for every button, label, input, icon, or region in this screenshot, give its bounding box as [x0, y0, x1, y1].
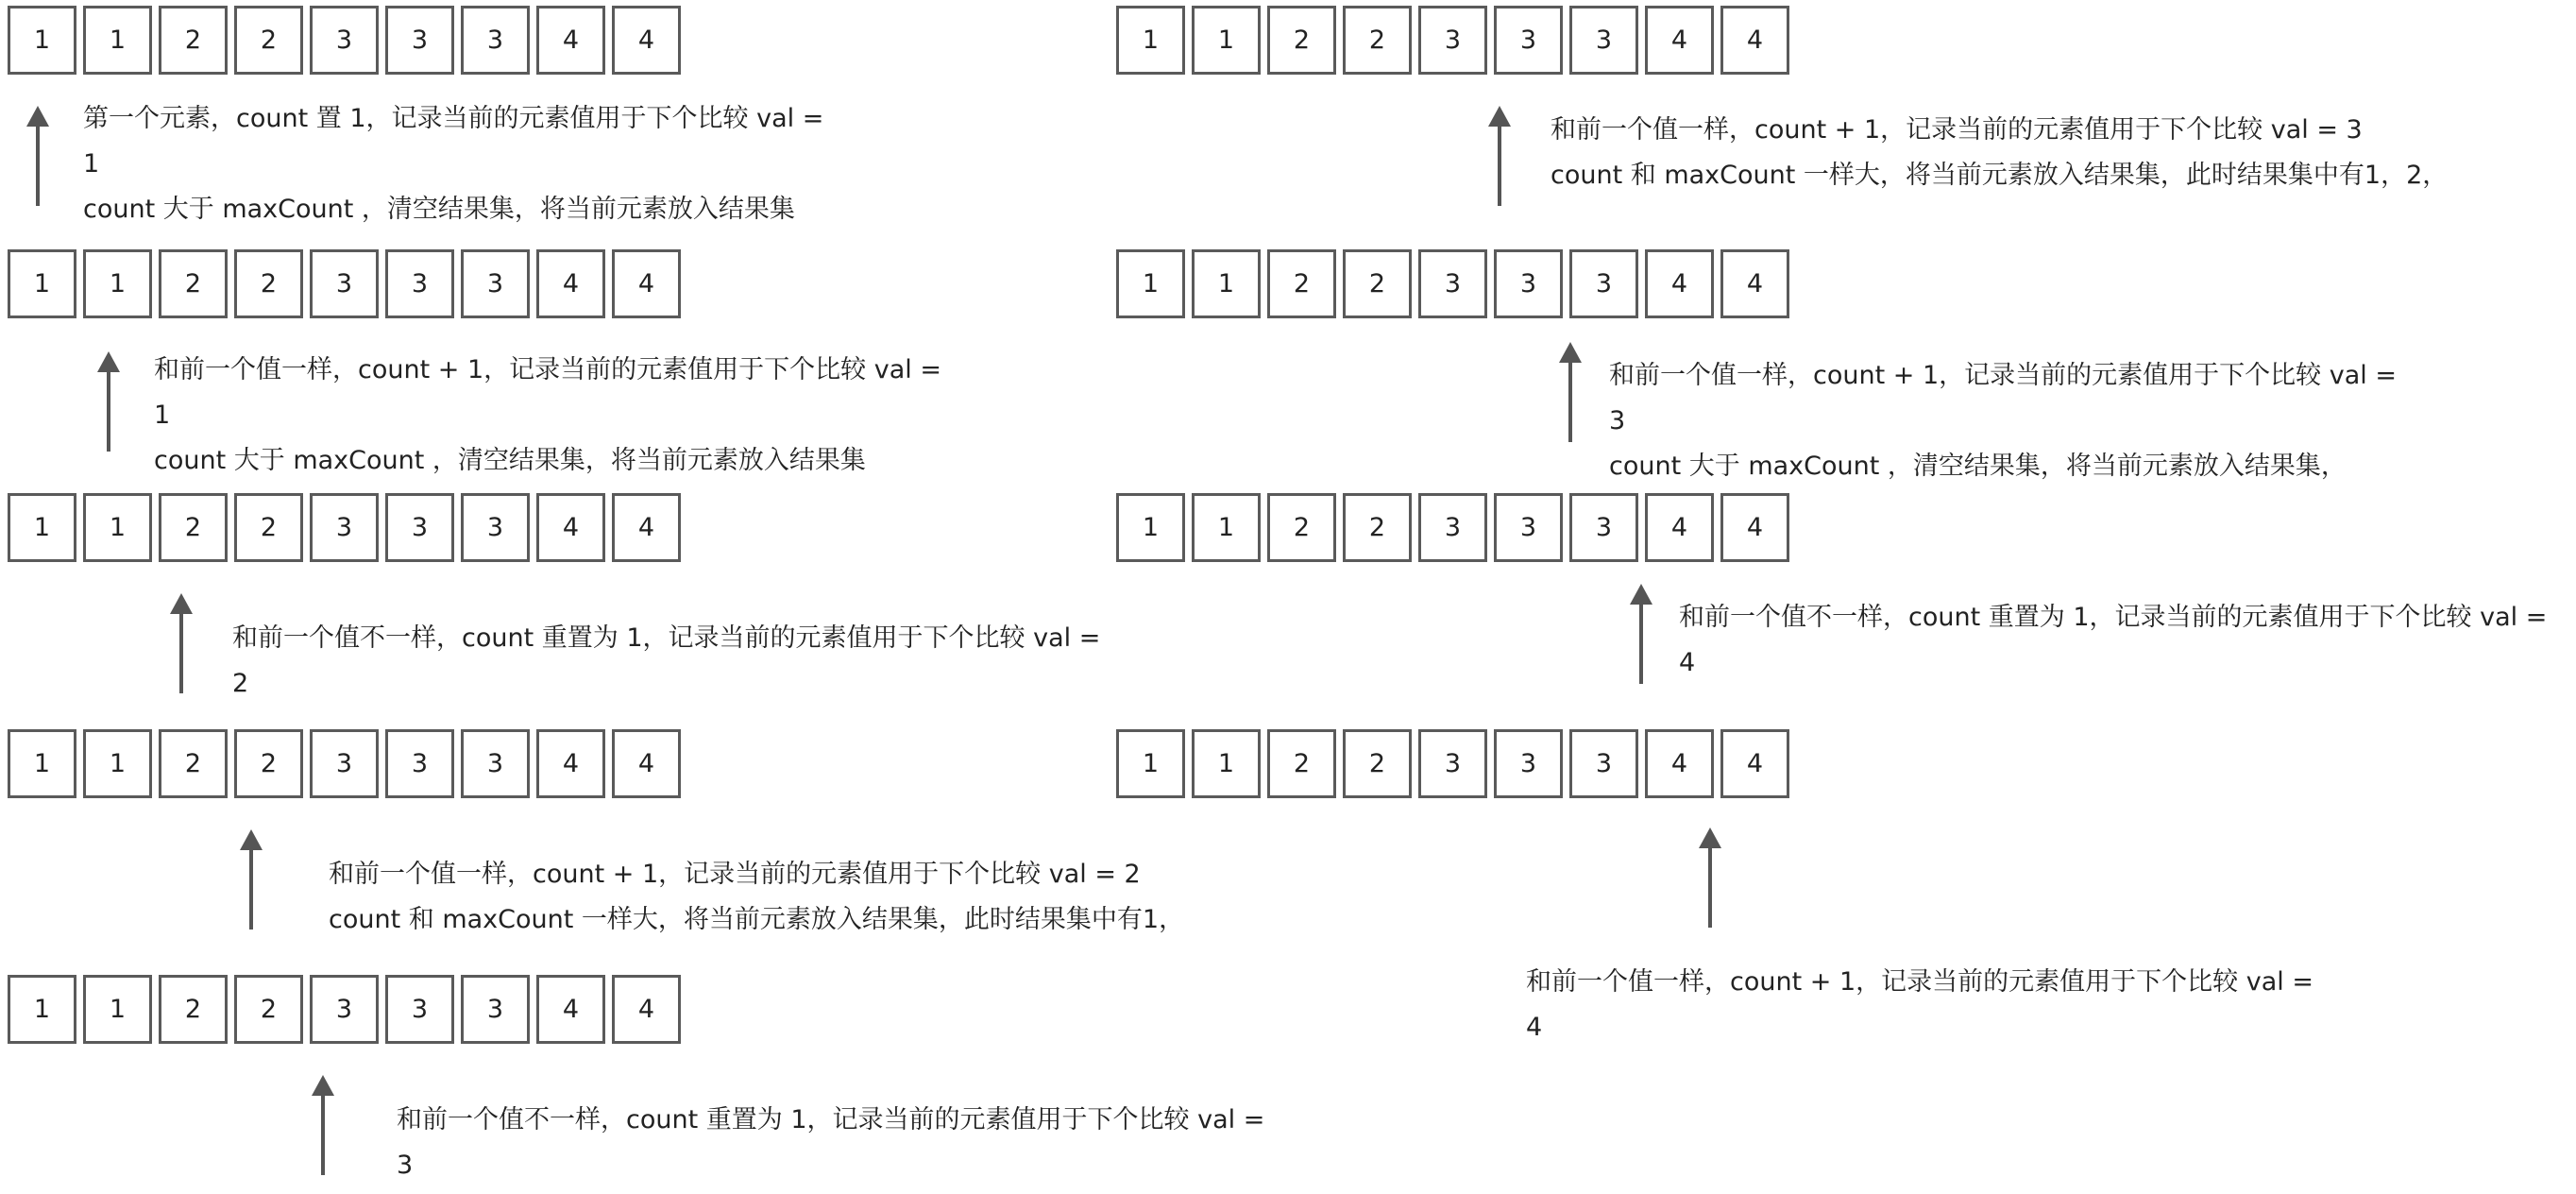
- array-cell: 3: [1494, 6, 1563, 75]
- array-cell: 2: [1343, 493, 1412, 562]
- array-cell: 1: [83, 6, 152, 75]
- step-note-2: [154, 348, 941, 484]
- array-cell: 1: [1116, 6, 1185, 75]
- array-row-right-4: [1116, 729, 1796, 795]
- array-cell: 2: [1267, 6, 1336, 75]
- array-row-right-1: [1116, 6, 1796, 72]
- array-cell: 1: [83, 493, 152, 562]
- array-row-right-3: [1116, 493, 1796, 559]
- array-cell: 1: [83, 975, 152, 1044]
- array-cell: 3: [1418, 729, 1487, 798]
- note-line: 第一个元素，count 置 1，记录当前的元素值用于下个比较 val =: [83, 104, 824, 133]
- array-cell: 3: [310, 493, 379, 562]
- array-row-left-3: [8, 493, 687, 559]
- up-arrow-icon: [240, 829, 263, 930]
- note-line: 4: [1526, 1013, 1543, 1042]
- array-cell: 2: [1343, 249, 1412, 318]
- array-cell: 2: [159, 6, 228, 75]
- up-arrow-icon: [1559, 342, 1582, 442]
- array-cell: 1: [1116, 729, 1185, 798]
- step-note-1: [83, 96, 823, 232]
- note-line: 4: [1679, 648, 1696, 677]
- note-line: 和前一个值一样，count + 1，记录当前的元素值用于下个比较 val =: [1609, 361, 2397, 390]
- step-note-6: [1551, 108, 2448, 198]
- up-arrow-icon: [170, 593, 193, 693]
- array-cell: 3: [385, 975, 454, 1044]
- note-line: 和前一个值一样，count + 1，记录当前的元素值用于下个比较 val =: [1526, 967, 2313, 997]
- array-cell: 2: [234, 975, 303, 1044]
- array-cell: 3: [461, 493, 530, 562]
- array-cell: 2: [159, 493, 228, 562]
- note-line: 1: [154, 401, 171, 430]
- array-cell: 4: [1720, 493, 1789, 562]
- array-cell: 3: [461, 249, 530, 318]
- note-line: 3: [1609, 406, 1626, 435]
- array-cell: 3: [385, 6, 454, 75]
- array-cell: 2: [159, 249, 228, 318]
- array-cell: 1: [8, 729, 76, 798]
- array-cell: 3: [310, 729, 379, 798]
- step-note-3: [232, 616, 1100, 707]
- array-cell: 1: [1192, 6, 1261, 75]
- note-line: 和前一个值不一样，count 重置为 1，记录当前的元素值用于下个比较 val =: [232, 623, 1101, 653]
- array-cell: 1: [1116, 493, 1185, 562]
- step-note-7: [1609, 353, 2397, 489]
- array-row-left-4: [8, 729, 687, 795]
- array-row-left-2: [8, 249, 687, 316]
- array-cell: 2: [1343, 6, 1412, 75]
- array-cell: 3: [1569, 6, 1638, 75]
- up-arrow-icon: [97, 351, 120, 452]
- array-cell: 2: [234, 249, 303, 318]
- up-arrow-icon: [26, 106, 49, 206]
- array-cell: 4: [1645, 6, 1714, 75]
- array-cell: 4: [612, 729, 681, 798]
- array-cell: 2: [1267, 729, 1336, 798]
- note-line: count 大于 maxCount ，清空结果集，将当前元素放入结果集: [154, 446, 866, 475]
- array-cell: 3: [461, 729, 530, 798]
- array-cell: 1: [1116, 249, 1185, 318]
- array-row-right-2: [1116, 249, 1796, 316]
- up-arrow-icon: [1699, 827, 1721, 928]
- array-cell: 4: [536, 729, 605, 798]
- up-arrow-icon: [312, 1075, 334, 1175]
- array-cell: 1: [8, 975, 76, 1044]
- array-cell: 4: [536, 249, 605, 318]
- array-cell: 2: [234, 493, 303, 562]
- array-cell: 3: [461, 975, 530, 1044]
- array-cell: 4: [1645, 493, 1714, 562]
- step-note-5: [397, 1098, 1264, 1188]
- array-cell: 3: [1494, 729, 1563, 798]
- step-note-9: [1526, 960, 2313, 1050]
- array-cell: 4: [612, 975, 681, 1044]
- array-cell: 3: [385, 493, 454, 562]
- note-line: count 和 maxCount 一样大，将当前元素放入结果集，此时结果集中有1，: [329, 905, 1185, 934]
- array-cell: 4: [612, 249, 681, 318]
- array-cell: 3: [1494, 493, 1563, 562]
- array-cell: 2: [1343, 729, 1412, 798]
- array-cell: 4: [1720, 729, 1789, 798]
- array-cell: 4: [536, 975, 605, 1044]
- note-line: 和前一个值一样，count + 1，记录当前的元素值用于下个比较 val =: [154, 355, 941, 384]
- array-cell: 1: [8, 249, 76, 318]
- note-line: 和前一个值不一样，count 重置为 1，记录当前的元素值用于下个比较 val =: [397, 1105, 1265, 1134]
- note-line: 和前一个值一样，count + 1，记录当前的元素值用于下个比较 val = 3: [1551, 115, 2363, 145]
- array-cell: 1: [1192, 729, 1261, 798]
- note-line: 和前一个值不一样，count 重置为 1，记录当前的元素值用于下个比较 val =: [1679, 603, 2548, 632]
- array-cell: 3: [310, 249, 379, 318]
- array-cell: 3: [385, 729, 454, 798]
- array-cell: 4: [536, 6, 605, 75]
- up-arrow-icon: [1630, 584, 1652, 684]
- array-row-left-5: [8, 975, 687, 1041]
- up-arrow-icon: [1488, 106, 1511, 206]
- array-cell: 2: [234, 6, 303, 75]
- array-cell: 4: [1645, 249, 1714, 318]
- note-line: count 和 maxCount 一样大，将当前元素放入结果集，此时结果集中有1，2，: [1551, 161, 2449, 190]
- step-note-8: [1679, 595, 2547, 686]
- note-line: count 大于 maxCount ，清空结果集，将当前元素放入结果集，: [1609, 452, 2347, 481]
- array-cell: 1: [1192, 493, 1261, 562]
- array-cell: 2: [1267, 249, 1336, 318]
- array-cell: 1: [83, 249, 152, 318]
- array-cell: 2: [159, 729, 228, 798]
- note-line: 3: [397, 1151, 414, 1180]
- array-cell: 3: [1494, 249, 1563, 318]
- note-line: 和前一个值一样，count + 1，记录当前的元素值用于下个比较 val = 2: [329, 860, 1141, 889]
- array-cell: 2: [159, 975, 228, 1044]
- array-cell: 1: [8, 6, 76, 75]
- array-row-left-1: [8, 6, 687, 72]
- array-cell: 3: [310, 6, 379, 75]
- note-line: 2: [232, 669, 249, 698]
- array-cell: 3: [385, 249, 454, 318]
- array-cell: 1: [83, 729, 152, 798]
- array-cell: 3: [1418, 493, 1487, 562]
- note-line: count 大于 maxCount ，清空结果集，将当前元素放入结果集: [83, 195, 795, 224]
- array-cell: 3: [310, 975, 379, 1044]
- array-cell: 2: [1267, 493, 1336, 562]
- array-cell: 4: [612, 6, 681, 75]
- array-cell: 4: [1720, 249, 1789, 318]
- step-note-4: [329, 852, 1184, 943]
- array-cell: 3: [1418, 6, 1487, 75]
- array-cell: 4: [1720, 6, 1789, 75]
- array-cell: 3: [461, 6, 530, 75]
- array-cell: 4: [536, 493, 605, 562]
- array-cell: 4: [612, 493, 681, 562]
- note-line: 1: [83, 149, 100, 179]
- array-cell: 4: [1645, 729, 1714, 798]
- array-cell: 1: [1192, 249, 1261, 318]
- array-cell: 3: [1569, 249, 1638, 318]
- array-cell: 3: [1569, 493, 1638, 562]
- array-cell: 3: [1569, 729, 1638, 798]
- array-cell: 3: [1418, 249, 1487, 318]
- array-cell: 2: [234, 729, 303, 798]
- array-cell: 1: [8, 493, 76, 562]
